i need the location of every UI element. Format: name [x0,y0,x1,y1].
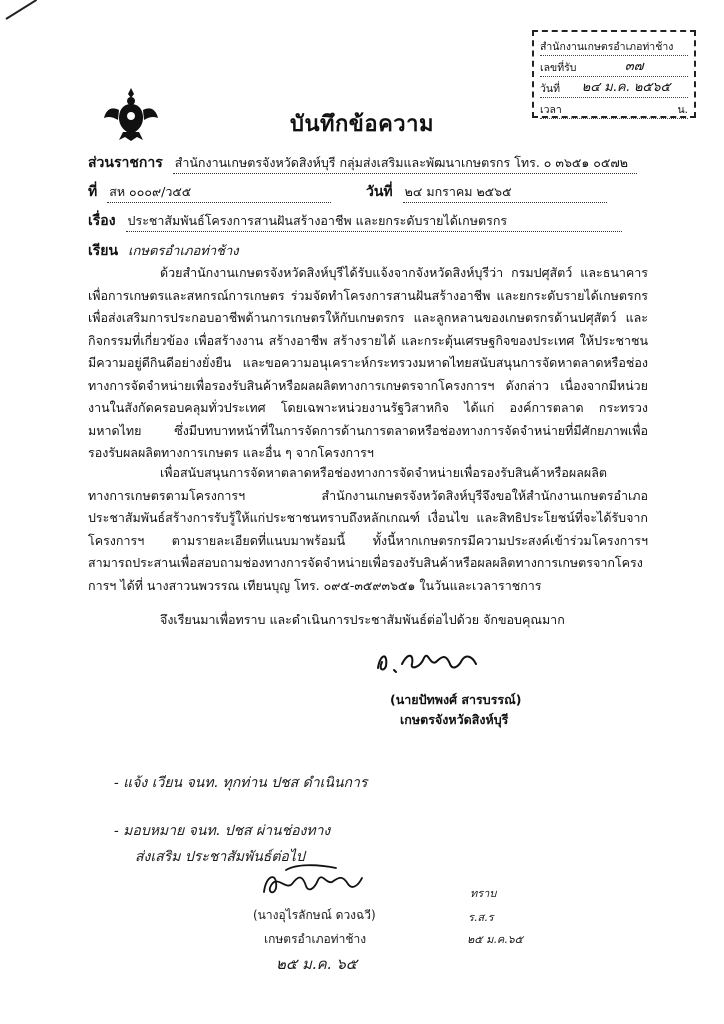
reference-label: ที่ [88,184,98,200]
signer-position: เกษตรจังหวัดสิงห์บุรี [400,712,509,727]
document-title: บันทึกข้อความ [289,112,434,137]
agency-field [88,152,637,174]
date-field [366,181,607,203]
subject-field [88,210,622,232]
subject-label: เรื่อง [88,213,116,229]
date-label: วันที่ [366,184,393,200]
stamp-number-value: ๓๗ [624,59,644,74]
stamp-office: สำนักงานเกษตรอำเภอท่าช้าง [540,41,674,53]
district-officer-signature [256,862,366,902]
recipient-field [88,240,239,262]
side-note-initials: ร.ส.ร [468,911,494,924]
pen-mark [5,0,37,20]
reference-value: สห ๐๐๐๙/ว๕๕ [107,182,331,203]
recipient-value: เกษตรอำเภอท่าช้าง [128,244,239,259]
agency-label: ส่วนราชการ [88,155,163,171]
signer-signature [372,646,482,676]
handwritten-note-1: - แจ้ง เวียน จนท. ทุกท่าน ปชส ดำเนินการ [114,775,368,791]
handwritten-date: ๒๕ ม.ค. ๖๕ [276,955,358,973]
handwritten-note-2: - มอบหมาย จนท. ปชส ผ่านช่องทาง [114,823,331,839]
stamp-time-label: เวลา [540,104,562,116]
district-officer-name: (นางอุไรลักษณ์ ดวงฉวี) [253,908,376,922]
stamp-number-label: เลขที่รับ [540,62,577,74]
side-note-acknowledged: ทราบ [470,887,497,900]
stamp-date-row [540,77,688,98]
agency-value: สำนักงานเกษตรจังหวัดสิงห์บุรี กลุ่มส่งเสริมและพัฒนาเกษตรกร โทร. ๐ ๓๖๕๑ ๐๕๗๒ [173,153,637,174]
stamp-office-row [540,35,688,56]
receiving-stamp [532,30,696,118]
reference-field [88,181,331,203]
date-value: ๒๔ มกราคม ๒๕๖๕ [403,182,607,203]
signer-name: (นายปัทพงศ์ สารบรรณ์) [390,692,522,707]
subject-value: ประชาสัมพันธ์โครงการสานฝันสร้างอาชีพ และยกระดับรายได้เกษตรกร [126,211,622,232]
stamp-time-suffix: น. [677,104,688,116]
district-officer-position: เกษตรอำเภอท่าช้าง [264,932,367,946]
closing-line: จึงเรียนมาเพื่อทราบ และดำเนินการประชาสัมพันธ์ต่อไปด้วย จักขอบคุณมาก [160,612,565,627]
stamp-number-row [540,56,688,77]
recipient-label: เรียน [88,243,119,259]
handwritten-note-3: ส่งเสริม ประชาสัมพันธ์ต่อไป [135,849,305,865]
stamp-date-value: ๒๔ ม.ค. ๒๕๖๕ [581,80,671,95]
body-paragraph-1: ด้วยสำนักงานเกษตรจังหวัดสิงห์บุรีได้รับแจ้งจากจังหวัดสิงห์บุรีว่า กรมปศุสัตว์ และธนาคารเพื่อการเกษตรและสหกรณ์การเกษตร ร่วมจัดทำโครงการสานฝันสร้างอาชีพ และยกระดับรายได้เกษตรกร เพื่อส่งเสริมการประกอบอาชีพด้านการเกษตรให้กับเกษตรกร และลูกหลานของเกษตรกรด้านปศุสัตว์ และกิจกรรมที่เกี่ยวข้อง เพื่อสร้างงาน สร้างอาชีพ สร้างรายได้ และกระตุ้นเศรษฐกิจของประเทศ ให้ประชาชนมีความอยู่ดีกินดีอย่างยั่งยืน และขอความอนุเคราะห์กระทรวงมหาดไทยสนับสนุนการจัดหาตลาดหรือช่องทางการจัดจำหน่ายเพื่อรองรับสินค้าหรือผลผลิตทางการเกษตรจากโครงการฯ ดังกล่าว เนื่องจากมีหน่วยงานในสังกัดครอบคลุมทั่วประเทศ โดยเฉพาะหน่วยงานรัฐวิสาหกิจ ได้แก่ องค์การตลาด กระทรวงมหาดไทย ซึ่งมีบทบาทหน้าที่ในการจัดการด้านการตลาดหรือช่องทางการจัดจำหน่ายที่มีศักยภาพเพื่อรองรับผลผลิตทางการเกษตร และอื่น ๆ จากโครงการฯ [88,265,648,460]
body-paragraph-2: เพื่อสนับสนุนการจัดหาตลาดหรือช่องทางการจัดจำหน่ายเพื่อรองรับสินค้าหรือผลผลิตทางการเกษตรตามโครงการฯ สำนักงานเกษตรจังหวัดสิงห์บุรีจึงขอให้สำนักงานเกษตรอำเภอประชาสัมพันธ์สร้างการรับรู้ให้แก่ประชาชนทราบถึงหลักเกณฑ์ เงื่อนไข และสิทธิประโยชน์ที่จะได้รับจากโครงการฯ ตามรายละเอียดที่แนบมาพร้อมนี้ ทั้งนี้หากเกษตรกรมีความประสงค์เข้าร่วมโครงการฯ สามารถประสานเพื่อสอบถามช่องทางการจัดจำหน่ายเพื่อรองรับสินค้าหรือผลผลิตทางการเกษตรจากโครงการฯ ได้ที่ นางสาวนพวรรณ เทียนบุญ โทร. ๐๙๕-๓๕๙๓๖๕๑ ในวันและเวลาราชการ [88,465,648,593]
stamp-date-label: วันที่ [540,83,560,95]
side-note-date: ๒๕ ม.ค.๖๕ [467,933,523,946]
